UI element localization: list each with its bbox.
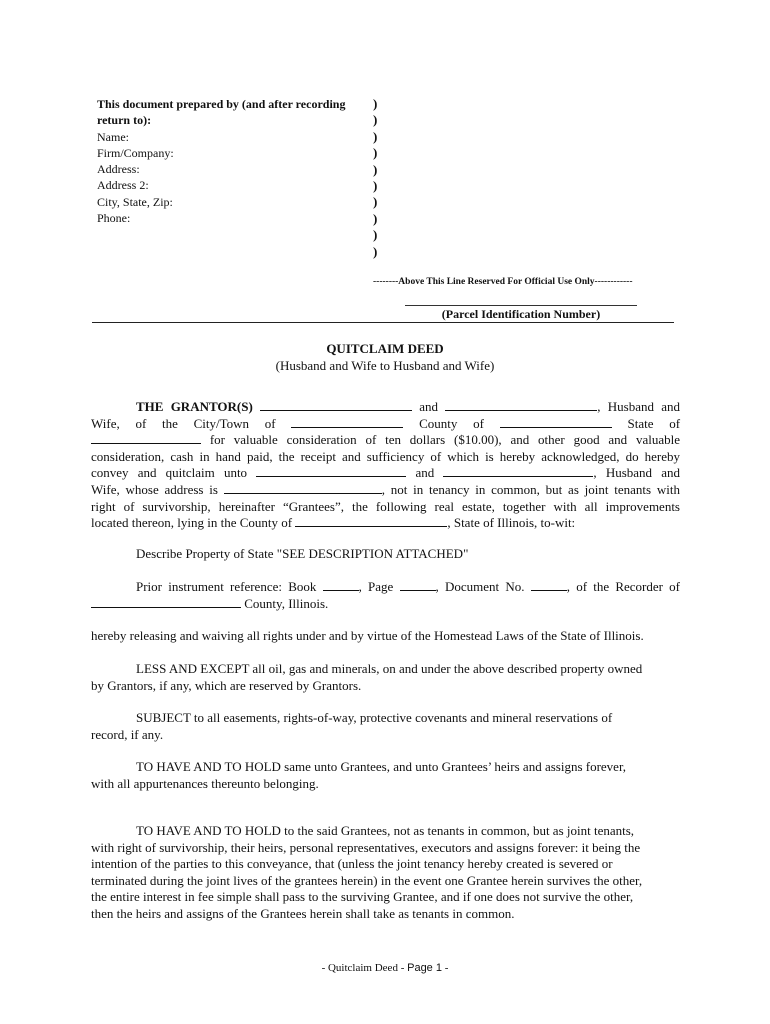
prior-instrument-paragraph [91,579,680,612]
document-no-field[interactable] [531,579,567,591]
habendum-2-line-3: intention of the parties to this conveyance, that (unless the joint tenancy hereby created is severed or [91,856,613,872]
grantor-paragraph [91,399,680,532]
page-text: , Page [358,579,394,594]
grantor-line-5 [91,465,680,482]
bracket: ) [373,145,378,161]
preparer-phone-label: Phone: [97,211,131,226]
grantor-line-7: right of survivorship, hereinafter “Grantees”, the following real estate, together with all improvements [91,498,680,514]
husband-and-text: , Husband and [593,465,681,481]
grantor-line-8 [91,515,680,532]
habendum-2-line-1: TO HAVE AND TO HOLD to the said Grantees, not as tenants in common, but as joint tenants, [136,823,635,838]
grantor-line-1 [91,399,680,416]
state-illinois-text: , State of Illinois, to-wit: [447,515,576,531]
habendum-1-line-2: with all appurtenances thereunto belonging. [91,775,319,791]
grantor-line-2 [91,416,680,433]
bracket: ) [373,194,378,210]
parcel-number-field[interactable] [405,305,637,306]
homestead-text: hereby releasing and waiving all rights under and by virtue of the Homestead Laws of the State of Illinois. [91,628,644,643]
page-footer [0,962,770,974]
preparer-address-label: Address: [97,162,140,177]
document-subtitle: (Husband and Wife to Husband and Wife) [275,358,495,373]
page-field[interactable] [400,579,436,591]
habendum-2-line-2: with right of survivorship, their heirs, personal representatives, executors and assigns forever: it being the [91,839,641,855]
reserved-line: --------Above This Line Reserved For Official Use Only------------ [373,277,633,287]
footer-page-number: Page 1 [407,962,442,974]
county-of-text: County of [419,415,484,431]
preparer-firm-label: Firm/Company: [97,145,174,160]
prior-line-2 [91,596,680,613]
subject-line-1: SUBJECT to all easements, rights-of-way, protective covenants and mineral reservations of [136,710,613,725]
habendum-2-line-6: then the heirs and assigns of the Grantees herein shall take as tenants in common. [91,905,515,921]
habendum-paragraph-1 [91,759,680,792]
book-field[interactable] [323,579,359,591]
located-text: located thereon, lying in the County of [91,515,293,531]
divider [92,322,674,323]
bracket: ) [373,96,378,111]
homestead-paragraph [91,628,680,645]
describe-property-text: Describe Property of State "SEE DESCRIPTION ATTACHED" [136,546,469,561]
county-field[interactable] [500,416,612,428]
grantor-line-6 [91,482,680,499]
preparer-block [97,96,345,226]
grantor-line-3 [91,432,680,449]
grantor-line-4: consideration, cash in hand paid, the receipt and sufficiency of which is hereby acknowledged, do hereby [91,448,680,464]
bracket: ) [373,128,378,144]
grantee-address-field[interactable] [224,482,382,494]
and-text: and [419,399,439,414]
less-except-line-1: LESS AND EXCEPT all oil, gas and minerals, on and under the above described property owned [136,661,643,676]
grantee-name-1-field[interactable] [256,465,406,477]
bracket: ) [373,243,378,259]
bracket: ) [373,178,378,194]
bracket: ) [373,112,378,128]
preparer-address2-label: Address 2: [97,178,149,193]
consideration-text: for valuable consideration of ten dollars ($10.00), and other good and valuable [209,432,680,448]
preparer-heading-cont: return to): [97,113,152,128]
wife-address-text: Wife, whose address is [91,481,218,497]
less-except-line-2: by Grantors, if any, which are reserved by Grantors. [91,677,362,693]
property-county-field[interactable] [295,515,447,527]
bracket: ) [373,210,378,226]
preparer-heading: This document prepared by (and after recording [97,97,346,111]
habendum-2-line-4: terminated during the joint lives of the grantees herein) in the event one Grantee herein survives the other, [91,872,643,888]
document-title: QUITCLAIM DEED [326,341,444,356]
state-field[interactable] [91,432,201,444]
city-town-field[interactable] [291,416,403,428]
recorder-text: , of the Recorder of [566,579,681,594]
bracket-column [373,96,377,260]
footer-suffix: - [441,962,449,974]
prior-line-1 [91,579,680,596]
convey-text: convey and quitclaim unto [91,465,248,481]
habendum-1-line-1: TO HAVE AND TO HOLD same unto Grantees, and unto Grantees’ heirs and assigns forever, [136,759,627,774]
bracket: ) [373,227,378,243]
footer-prefix: - Quitclaim Deed - [321,962,408,974]
recorder-county-field[interactable] [91,596,241,608]
habendum-2-line-5: the entire interest in fee simple shall pass to the surviving Grantee, and if one does not survive the other, [91,889,634,905]
prior-book-text: Prior instrument reference: Book [136,579,317,594]
county-illinois-text: County, Illinois. [244,595,329,611]
preparer-name-label: Name: [97,129,129,144]
grantor-label: THE GRANTOR(S) [136,399,253,414]
preparer-city-label: City, State, Zip: [97,194,173,209]
bracket: ) [373,161,378,177]
grantor-name-1-field[interactable] [260,399,412,411]
grantee-name-2-field[interactable] [443,465,593,477]
subject-line-2: record, if any. [91,726,164,742]
less-except-paragraph [91,661,680,694]
state-of-text: State of [627,415,681,431]
wife-of-text: Wife, of the City/Town of [91,415,276,431]
habendum-paragraph-2 [91,823,680,923]
subject-paragraph [91,710,680,743]
husband-and-text: , Husband and [597,399,680,414]
parcel-number-label: (Parcel Identification Number) [441,307,601,321]
describe-property-paragraph [91,546,680,563]
grantor-name-2-field[interactable] [445,399,597,411]
document-no-text: , Document No. [435,579,525,594]
not-tenancy-text: , not in tenancy in common, but as joint tenants with [381,481,680,497]
and-text: and [415,465,435,481]
